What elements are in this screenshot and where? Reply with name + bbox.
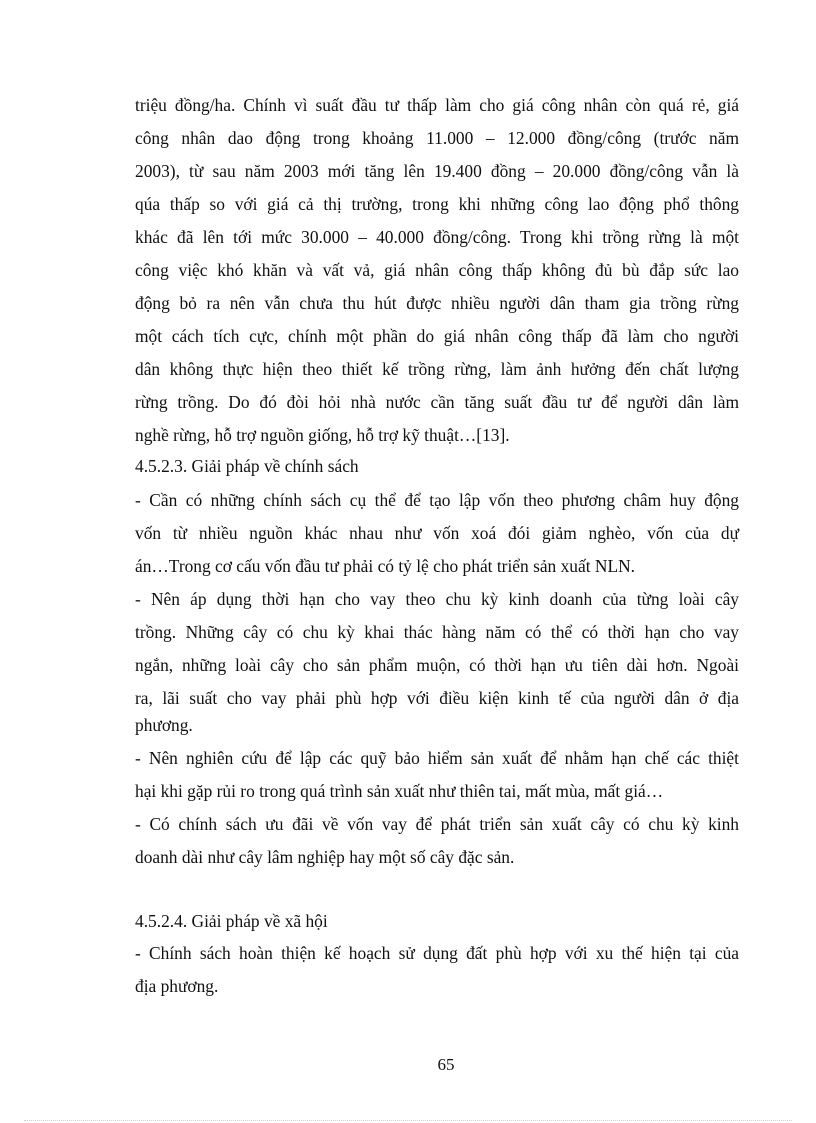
bullet-line: ngắn, những loài cây cho sản phẩm muộn, có thời hạn ưu tiên dài hơn. Ngoài: [135, 655, 739, 675]
paragraph-line: rừng trồng. Do đó đòi hỏi nhà nước cần tăng suất đầu tư để người dân làm: [135, 392, 739, 412]
bullet-line: - Chính sách hoàn thiện kế hoạch sử dụng đất phù hợp với xu thế hiện tại của: [135, 943, 739, 963]
section-heading: 4.5.2.4. Giải pháp về xã hội: [135, 911, 328, 931]
bullet-line: - Nên áp dụng thời hạn cho vay theo chu kỳ kinh doanh của từng loài cây: [135, 589, 739, 609]
paragraph-line: dân không thực hiện theo thiết kế trồng rừng, làm ảnh hưởng đến chất lượng: [135, 359, 739, 379]
bullet-line: phương.: [135, 715, 193, 735]
bullet-line: địa phương.: [135, 976, 219, 996]
bullet-line: - Có chính sách ưu đãi về vốn vay để phát triển sản xuất cây có chu kỳ kinh: [135, 814, 739, 834]
paragraph-line: khác đã lên tới mức 30.000 – 40.000 đồng/công. Trong khi trồng rừng là một: [135, 227, 739, 247]
paragraph-line: công nhân dao động trong khoảng 11.000 – 12.000 đồng/công (trước năm: [135, 128, 739, 148]
page-number: 65: [437, 1055, 455, 1074]
paragraph-line: triệu đồng/ha. Chính vì suất đầu tư thấp làm cho giá công nhân còn quá rẻ, giá: [135, 95, 739, 115]
bullet-line: hại khi gặp rủi ro trong quá trình sản xuất như thiên tai, mất mùa, mất giá…: [135, 781, 664, 801]
paragraph-line: công việc khó khăn và vất vả, giá nhân công thấp không đủ bù đắp sức lao: [135, 260, 739, 280]
bullet-line: án…Trong cơ cấu vốn đầu tư phải có tỷ lệ cho phát triển sản xuất NLN.: [135, 556, 635, 576]
section-heading: 4.5.2.3. Giải pháp về chính sách: [135, 456, 359, 476]
paragraph-line: qúa thấp so với giá cả thị trường, trong khi những công lao động phổ thông: [135, 194, 739, 214]
bullet-line: doanh dài như cây lâm nghiệp hay một số cây đặc sản.: [135, 847, 515, 867]
bullet-line: trồng. Những cây có chu kỳ khai thác hàng năm có thể có thời hạn cho vay: [135, 622, 739, 642]
bullet-line: - Nên nghiên cứu để lập các quỹ bảo hiểm sản xuất để nhằm hạn chế các thiệt: [135, 748, 739, 768]
paragraph-line: 2003), từ sau năm 2003 mới tăng lên 19.400 đồng – 20.000 đồng/công vẫn là: [135, 161, 739, 181]
bullet-line: - Cần có những chính sách cụ thể để tạo lập vốn theo phương châm huy động: [135, 490, 739, 510]
paragraph-line: nghề rừng, hỗ trợ nguồn giống, hỗ trợ kỹ thuật…[13].: [135, 425, 510, 445]
bullet-line: ra, lãi suất cho vay phải phù hợp với điều kiện kinh tế của người dân ở địa: [135, 688, 739, 708]
paragraph-line: một cách tích cực, chính một phần do giá nhân công thấp đã làm cho người: [135, 326, 739, 346]
bullet-line: vốn từ nhiều nguồn khác nhau như vốn xoá đói giảm nghèo, vốn của dự: [135, 523, 739, 543]
paragraph-line: động bỏ ra nên vẫn chưa thu hút được nhiều người dân tham gia trồng rừng: [135, 293, 739, 313]
page-bottom-border: [24, 1120, 792, 1121]
